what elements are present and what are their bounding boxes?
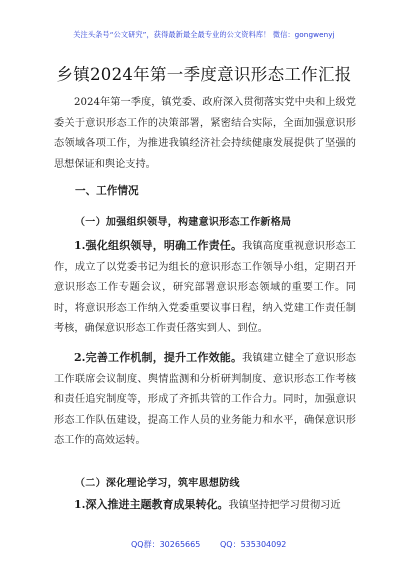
item-3-body: 我镇坚持把学习贯彻习近 [228,500,341,511]
item-1-lead: 1.强化组织领导，明确工作责任。 [74,239,243,252]
subsection-heading-1: （一）加强组织领导，构建意识形态工作新格局 [75,217,292,228]
paragraph-item-3 [54,495,356,517]
document-title: 乡镇2024年第一季度意识形态工作汇报 [56,65,352,84]
item-1-body: 我镇高度重视意识形态工作，成立了以党委书记为组长的意识形态工作领导小组，定期召开意识形态工作专题会议，研究部署意识形态领域的重要工作。同时，将意识形态工作纳入党委重要议事日程，纳入党建工作责任制考核，确保意识形态工作责任落实到人、到位。 [54,241,356,335]
footer-qq-number: QQ：535304092 [220,540,287,549]
paragraph-item-2 [54,348,356,452]
intro-paragraph: 2024年第一季度，镇党委、政府深入贯彻落实党中央和上级党委关于意识形态工作的决策部署，紧密结合实际，全面加强意识形态领域各项工作，为推进我镇经济社会持续健康发展提供了坚强的思想保证和舆论支持。 [54,97,356,170]
subsection-heading-2: （二）深化理论学习，筑牢思想防线 [75,478,240,489]
header-banner: 关注头条号“公文研究”，获得最新最全最专业的公文资料库！ 微信：gongwenyj [73,30,335,39]
item-3-lead: 1.深入推进主题教育成果转化。 [74,498,229,511]
footer-qq-group: QQ群：30265665 [131,540,201,549]
paragraph-item-1 [54,236,356,340]
section-heading-1: 一、工作情况 [75,185,139,197]
item-2-lead: 2.完善工作机制，提升工作效能。 [74,351,243,364]
item-2-body: 我镇建立健全了意识形态工作联席会议制度、舆情监测和分析研判制度、意识形态工作考核和责任追究制度等，形成了齐抓共管的工作合力。同时，加强意识形态工作队伍建设，提高工作人员的业务能力和水平，确保意识形态工作的高效运转。 [54,353,356,447]
